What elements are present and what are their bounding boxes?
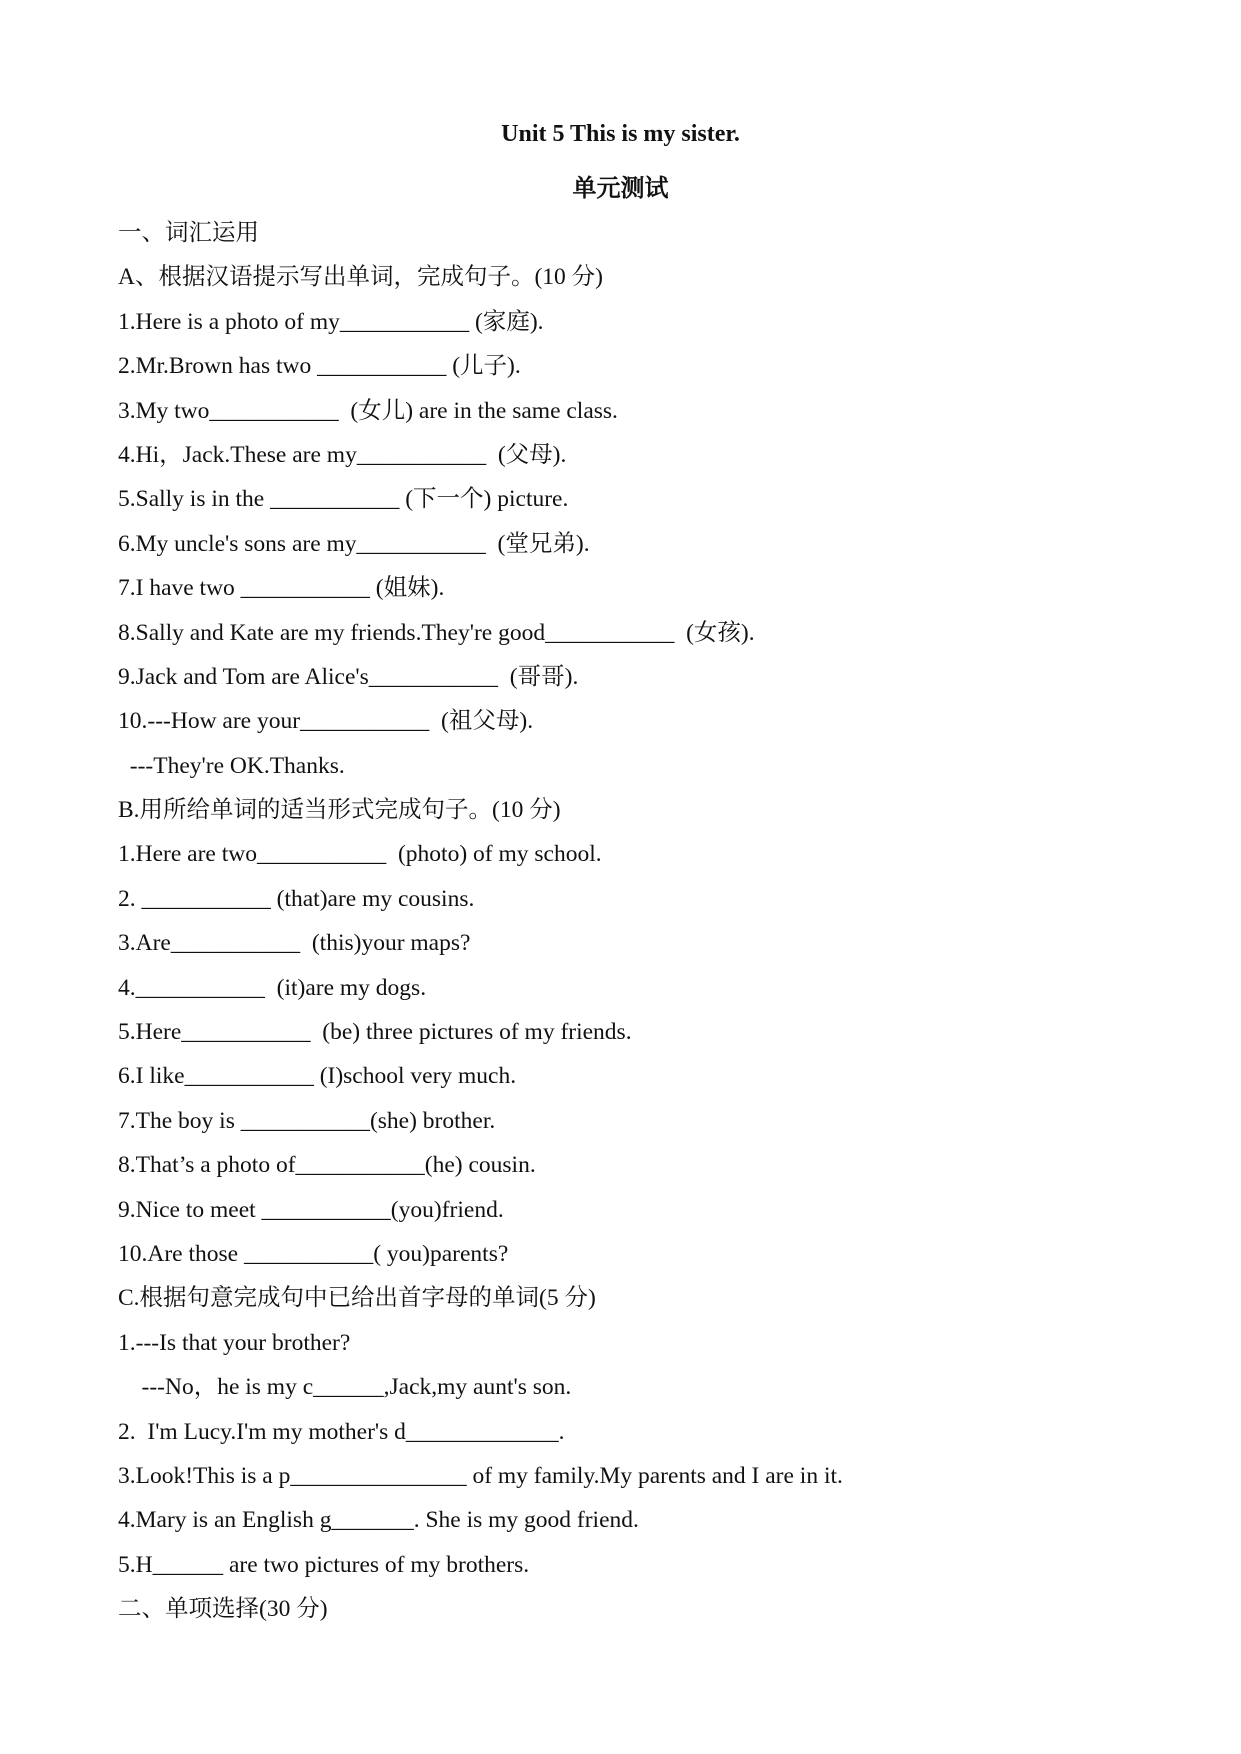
exercise-line: 5.Sally is in the ___________ (下一个) picture. [118,486,569,513]
exercise-line: 2. I'm Lucy.I'm my mother's d_____________. [118,1418,565,1445]
exercise-line: 二、单项选择(30 分) [118,1596,328,1623]
exercise-line: 7.The boy is ___________(she) brother. [118,1107,496,1134]
exercise-line: 2.Mr.Brown has two ___________ (儿子). [118,353,521,380]
exercise-line: 8.Sally and Kate are my friends.They're good___________ (女孩). [118,619,755,646]
exercise-line: 6.My uncle's sons are my___________ (堂兄弟). [118,530,590,557]
exercise-line: 3.Look!This is a p_______________ of my family.My parents and I are in it. [118,1462,843,1489]
exercise-line: 6.I like___________ (I)school very much. [118,1063,517,1090]
exercise-line: 一、词汇运用 [118,220,259,246]
exercise-line: B.用所给单词的适当形式完成句子。(10 分) [118,797,561,824]
exercise-line: 10.Are those ___________( you)parents? [118,1240,509,1267]
exercise-lines [118,211,1158,1632]
exercise-line: 3.Are___________ (this)your maps? [118,930,471,957]
exercise-line: 4.Hi，Jack.These are my___________ (父母). [118,441,567,468]
exercise-line: C.根据句意完成句中已给出首字母的单词(5 分) [118,1285,596,1312]
exercise-line: ---They're OK.Thanks. [118,752,345,779]
exercise-line: A、根据汉语提示写出单词，完成句子。(10 分) [118,264,603,291]
exercise-line: 3.My two___________ (女儿) are in the same class. [118,397,618,424]
exercise-line: 10.---How are your___________ (祖父母). [118,708,534,735]
exercise-line: 7.I have two ___________ (姐妹). [118,575,445,602]
document-subtitle: 单元测试 [572,176,669,202]
exercise-line: 5.Here___________ (be) three pictures of my friends. [118,1019,632,1046]
exercise-line: 4.Mary is an English g_______. She is my good friend. [118,1507,639,1534]
exercise-line: ---No，he is my c______,Jack,my aunt's son. [118,1374,572,1401]
exercise-line: 9.Nice to meet ___________(you)friend. [118,1196,504,1223]
exercise-line: 5.H______ are two pictures of my brothers. [118,1551,530,1578]
exercise-line: 1.Here are two___________ (photo) of my school. [118,841,602,868]
document-title: Unit 5 This is my sister. [501,121,740,147]
exercise-line: 4.___________ (it)are my dogs. [118,974,427,1001]
exercise-line: 2. ___________ (that)are my cousins. [118,885,475,912]
exercise-line: 9.Jack and Tom are Alice's___________ (哥哥). [118,663,579,690]
exercise-line: 1.---Is that your brother? [118,1329,351,1356]
exercise-line: 1.Here is a photo of my___________ (家庭). [118,308,544,335]
exercise-line: 8.That’s a photo of___________(he) cousin. [118,1152,536,1179]
